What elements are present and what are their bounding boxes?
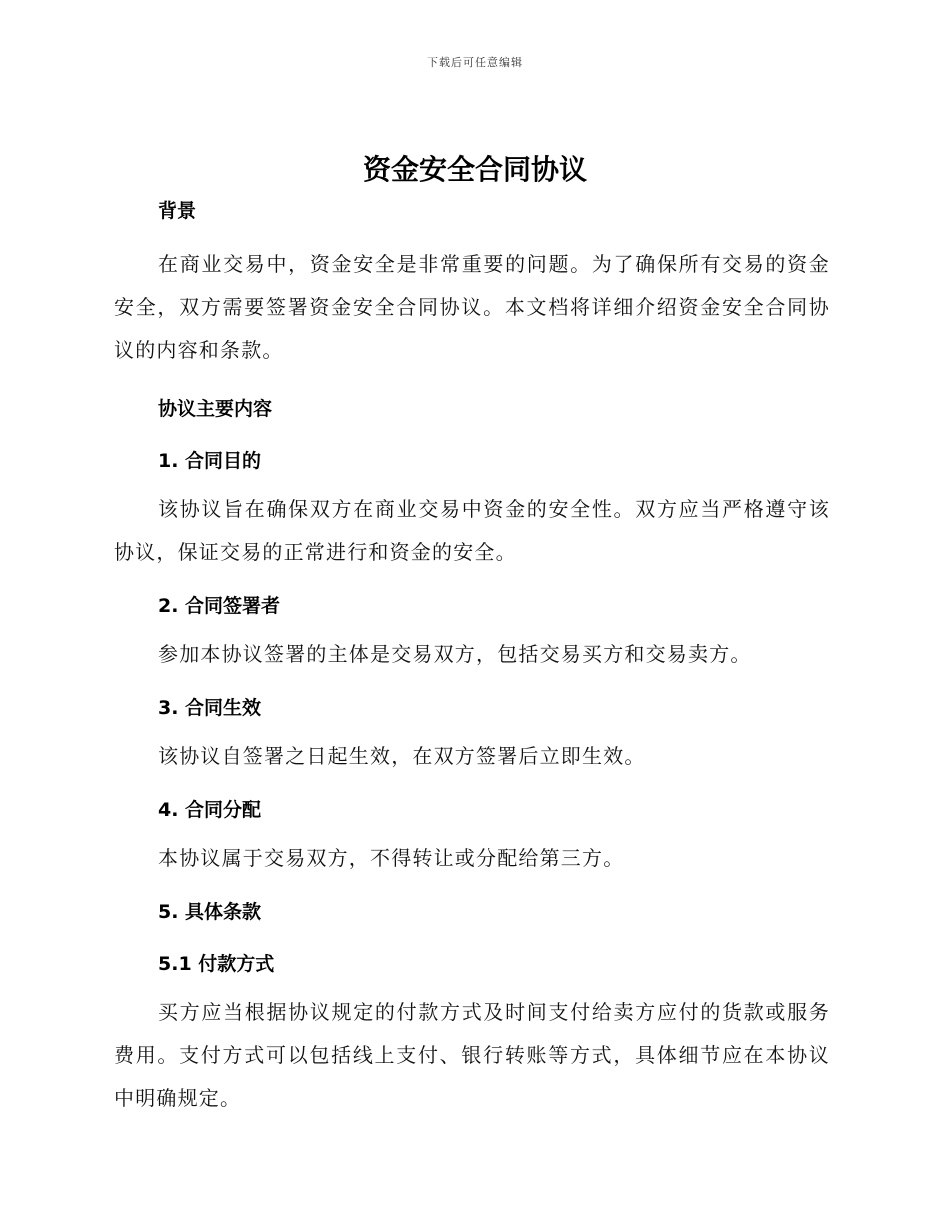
- section-heading-effect: 3. 合同生效: [158, 697, 262, 719]
- section-body-background: 在商业交易中，资金安全是非常重要的问题。为了确保所有交易的资金安全，双方需要签署资金安全合同协议。本文档将详细介绍资金安全合同协议的内容和条款。: [114, 252, 830, 362]
- section-heading-allocation: 4. 合同分配: [158, 799, 262, 821]
- document-body: [114, 196, 830, 1120]
- section-heading-main-content: 协议主要内容: [158, 398, 273, 420]
- header-note: 下载后可任意编辑: [427, 56, 523, 69]
- section-body-signatories: 参加本协议签署的主体是交易双方，包括交易买方和交易卖方。: [158, 642, 752, 666]
- section-heading-payment: 5.1 付款方式: [158, 953, 275, 975]
- section-body-allocation: 本协议属于交易双方，不得转让或分配给第三方。: [158, 846, 625, 870]
- section-heading-purpose: 1. 合同目的: [158, 450, 262, 472]
- page-title: 资金安全合同协议: [362, 153, 587, 186]
- section-heading-terms: 5. 具体条款: [158, 901, 262, 923]
- section-heading-signatories: 2. 合同签署者: [158, 595, 281, 617]
- section-body-payment: 买方应当根据协议规定的付款方式及时间支付给卖方应付的货款或服务费用。支付方式可以包括线上支付、银行转账等方式，具体细节应在本协议中明确规定。: [114, 1000, 830, 1110]
- section-body-purpose: 该协议旨在确保双方在商业交易中资金的安全性。双方应当严格遵守该协议，保证交易的正常进行和资金的安全。: [114, 497, 830, 564]
- section-body-effect: 该协议自签署之日起生效，在双方签署后立即生效。: [158, 744, 646, 768]
- section-heading-background: 背景: [158, 200, 197, 222]
